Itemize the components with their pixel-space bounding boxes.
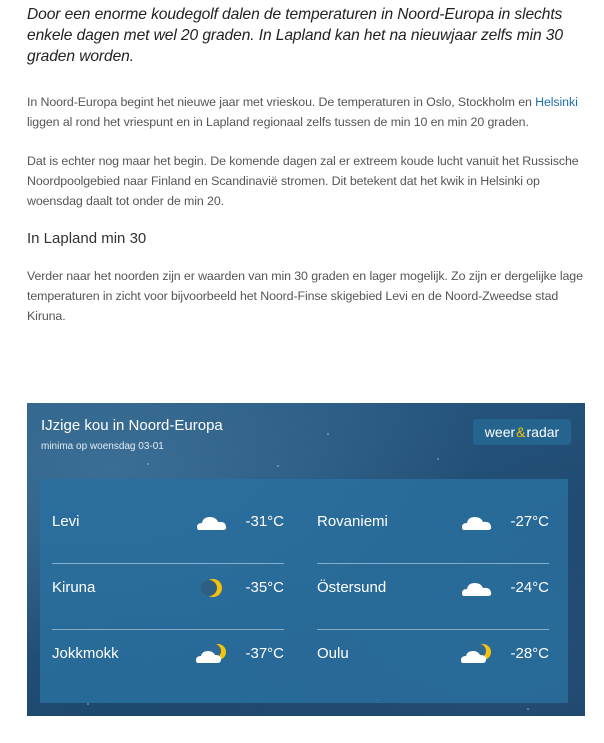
paragraph-3: Verder naar het noorden zijn er waarden van min 30 graden en lager mogelijk. Zo zijn er dergelijke lage temperaturen in zicht voor bijvoorbeeld het Noord-Finse skigebied Levi en de Noord-Zweedse stad Kiruna.	[27, 269, 583, 323]
paragraph-1	[27, 92, 587, 132]
city-name: Jokkmokk	[52, 645, 119, 662]
helsinki-link[interactable]: Helsinki	[535, 95, 578, 109]
city-temp: -37°C	[245, 645, 284, 662]
city-name: Oulu	[317, 645, 349, 662]
cloud-moon-icon	[460, 642, 494, 666]
city-temp: -27°C	[510, 513, 549, 530]
moon-icon	[195, 576, 229, 600]
infographic-subtitle: minima op woensdag 03-01	[41, 441, 164, 452]
city-jokkmokk	[52, 633, 284, 699]
city-name: Levi	[52, 513, 80, 530]
row-divider	[317, 629, 549, 630]
row-divider	[52, 563, 284, 564]
city-ostersund	[317, 567, 549, 633]
paragraph-2: Dat is echter nog maar het begin. De komende dagen zal er extreem koude lucht vanuit het Russische Noordpoolgebied naar Finland en Scandinavië stromen. Dit betekent dat het kwik in Helsinki op woensdag daalt tot onder de min 20.	[27, 154, 579, 208]
row-divider	[52, 629, 284, 630]
city-temp: -24°C	[510, 579, 549, 596]
logo-text-a: weer	[484, 424, 516, 440]
cloud-moon-icon	[195, 642, 229, 666]
weather-infographic	[27, 403, 585, 716]
city-rovaniemi	[317, 501, 549, 567]
temperature-panel	[40, 479, 568, 703]
logo-text-b: radar	[526, 424, 560, 440]
weerradar-logo	[473, 419, 571, 445]
city-levi	[52, 501, 284, 567]
city-temp: -28°C	[510, 645, 549, 662]
city-name: Östersund	[317, 579, 387, 596]
city-kiruna	[52, 567, 284, 633]
paragraph-1-text-b: liggen al rond het vriespunt en in Lapland regionaal zelfs tussen de min 10 en min 20 graden.	[27, 115, 529, 129]
paragraph-1-text-a: In Noord-Europa begint het nieuwe jaar met vrieskou. De temperaturen in Oslo, Stockholm en	[27, 95, 536, 109]
row-divider	[317, 563, 549, 564]
city-name: Rovaniemi	[317, 513, 388, 530]
section-heading: In Lapland min 30	[27, 230, 147, 247]
city-temp: -31°C	[245, 513, 284, 530]
cloud-icon	[195, 510, 229, 534]
city-oulu	[317, 633, 549, 699]
cloud-icon	[460, 576, 494, 600]
article	[27, 0, 587, 326]
article-lead: Door een enorme koudegolf dalen de temperaturen in Noord-Europa in slechts enkele dagen met wel 20 graden. In Lapland kan het na nieuwjaar zelfs min 30 graden worden.	[27, 6, 563, 65]
cloud-icon	[460, 510, 494, 534]
infographic-title: IJzige kou in Noord-Europa	[41, 417, 223, 434]
city-name: Kiruna	[52, 579, 96, 596]
city-temp: -35°C	[245, 579, 284, 596]
logo-amp: &	[516, 424, 526, 440]
